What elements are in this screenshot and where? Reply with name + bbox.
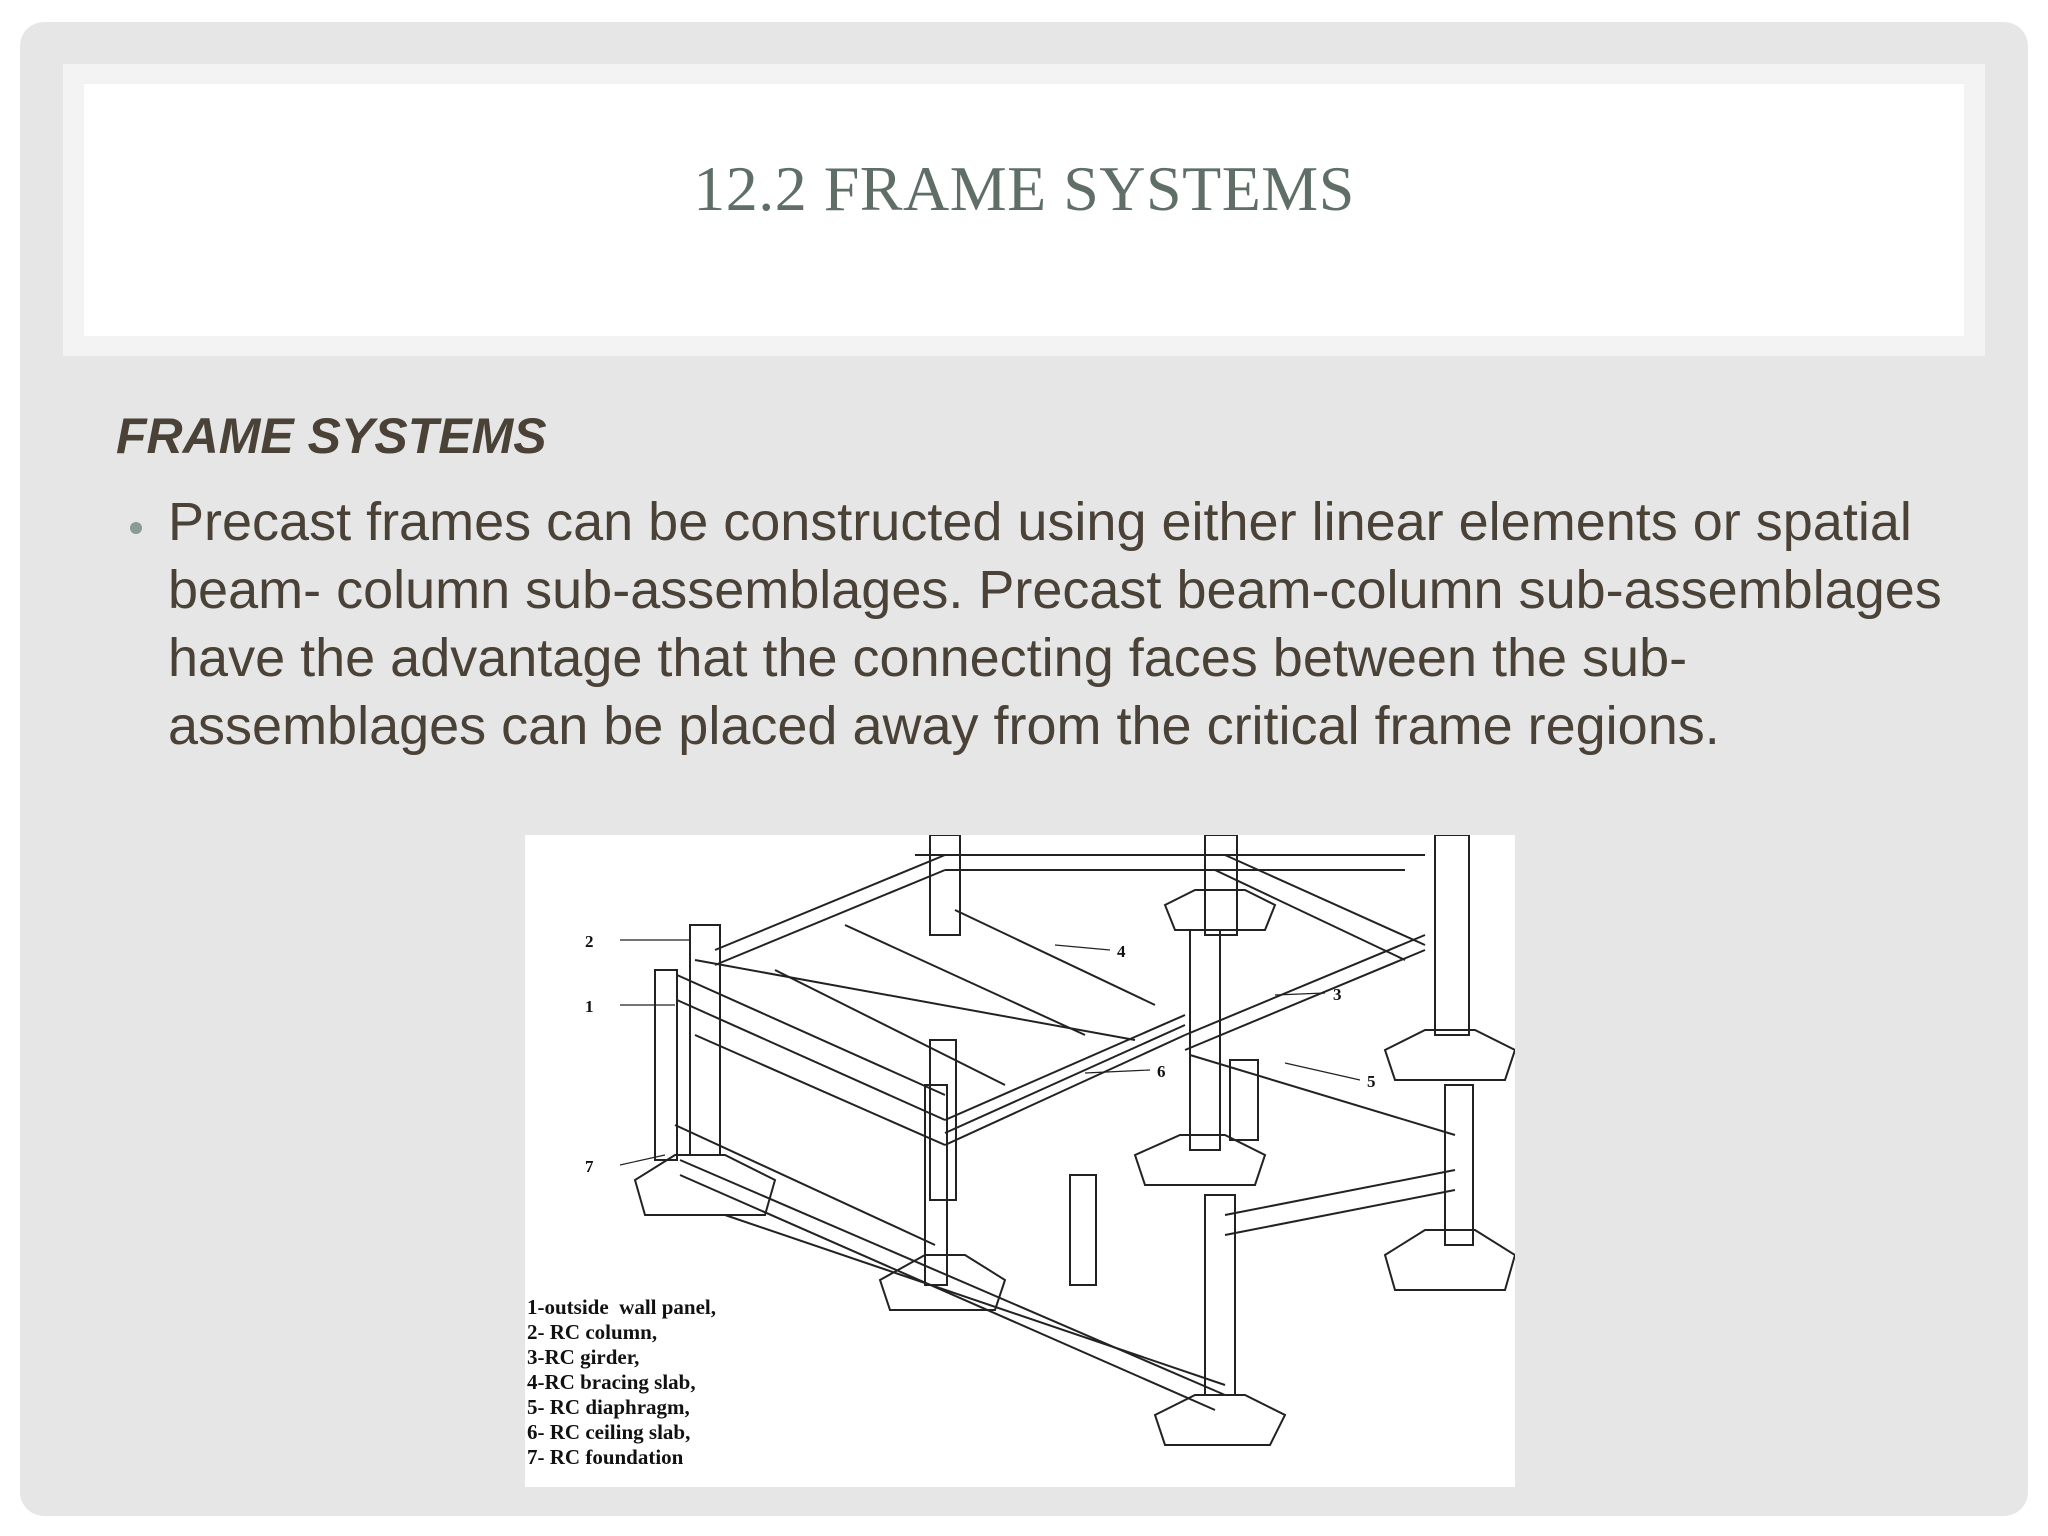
legend-item: 6- RC ceiling slab,	[527, 1420, 691, 1444]
frame-system-diagram	[525, 835, 1515, 1487]
callout-2: 2	[585, 932, 594, 951]
callout-3: 3	[1333, 985, 1342, 1004]
callout-4: 4	[1117, 942, 1126, 961]
legend-item: 4-RC bracing slab,	[527, 1370, 696, 1394]
diagram-legend	[527, 1295, 716, 1470]
bullet-text: Precast frames can be constructed using either linear elements or spatial beam- column sub-assemblages. Precast beam-column sub-assemblages have the advantage that the connecting faces between the sub-assemblages can be placed away from the critical frame regions.	[168, 492, 1942, 756]
callout-6: 6	[1157, 1062, 1166, 1081]
legend-item: 7- RC foundation	[527, 1445, 684, 1469]
section-subheading: FRAME SYSTEMS	[116, 408, 547, 464]
callout-7: 7	[585, 1157, 594, 1176]
legend-item: 5- RC diaphragm,	[527, 1395, 690, 1419]
slide	[20, 22, 2028, 1516]
callout-5: 5	[1367, 1072, 1376, 1091]
slide-title: 12.2 FRAME SYSTEMS	[693, 153, 1355, 224]
bullet-icon	[130, 522, 142, 534]
legend-item: 2- RC column,	[527, 1320, 658, 1344]
callout-1: 1	[585, 997, 594, 1016]
title-box	[84, 84, 1964, 336]
legend-item: 3-RC girder,	[527, 1345, 640, 1369]
legend-item: 1-outside wall panel,	[527, 1295, 717, 1319]
bullet-item	[112, 488, 1952, 760]
